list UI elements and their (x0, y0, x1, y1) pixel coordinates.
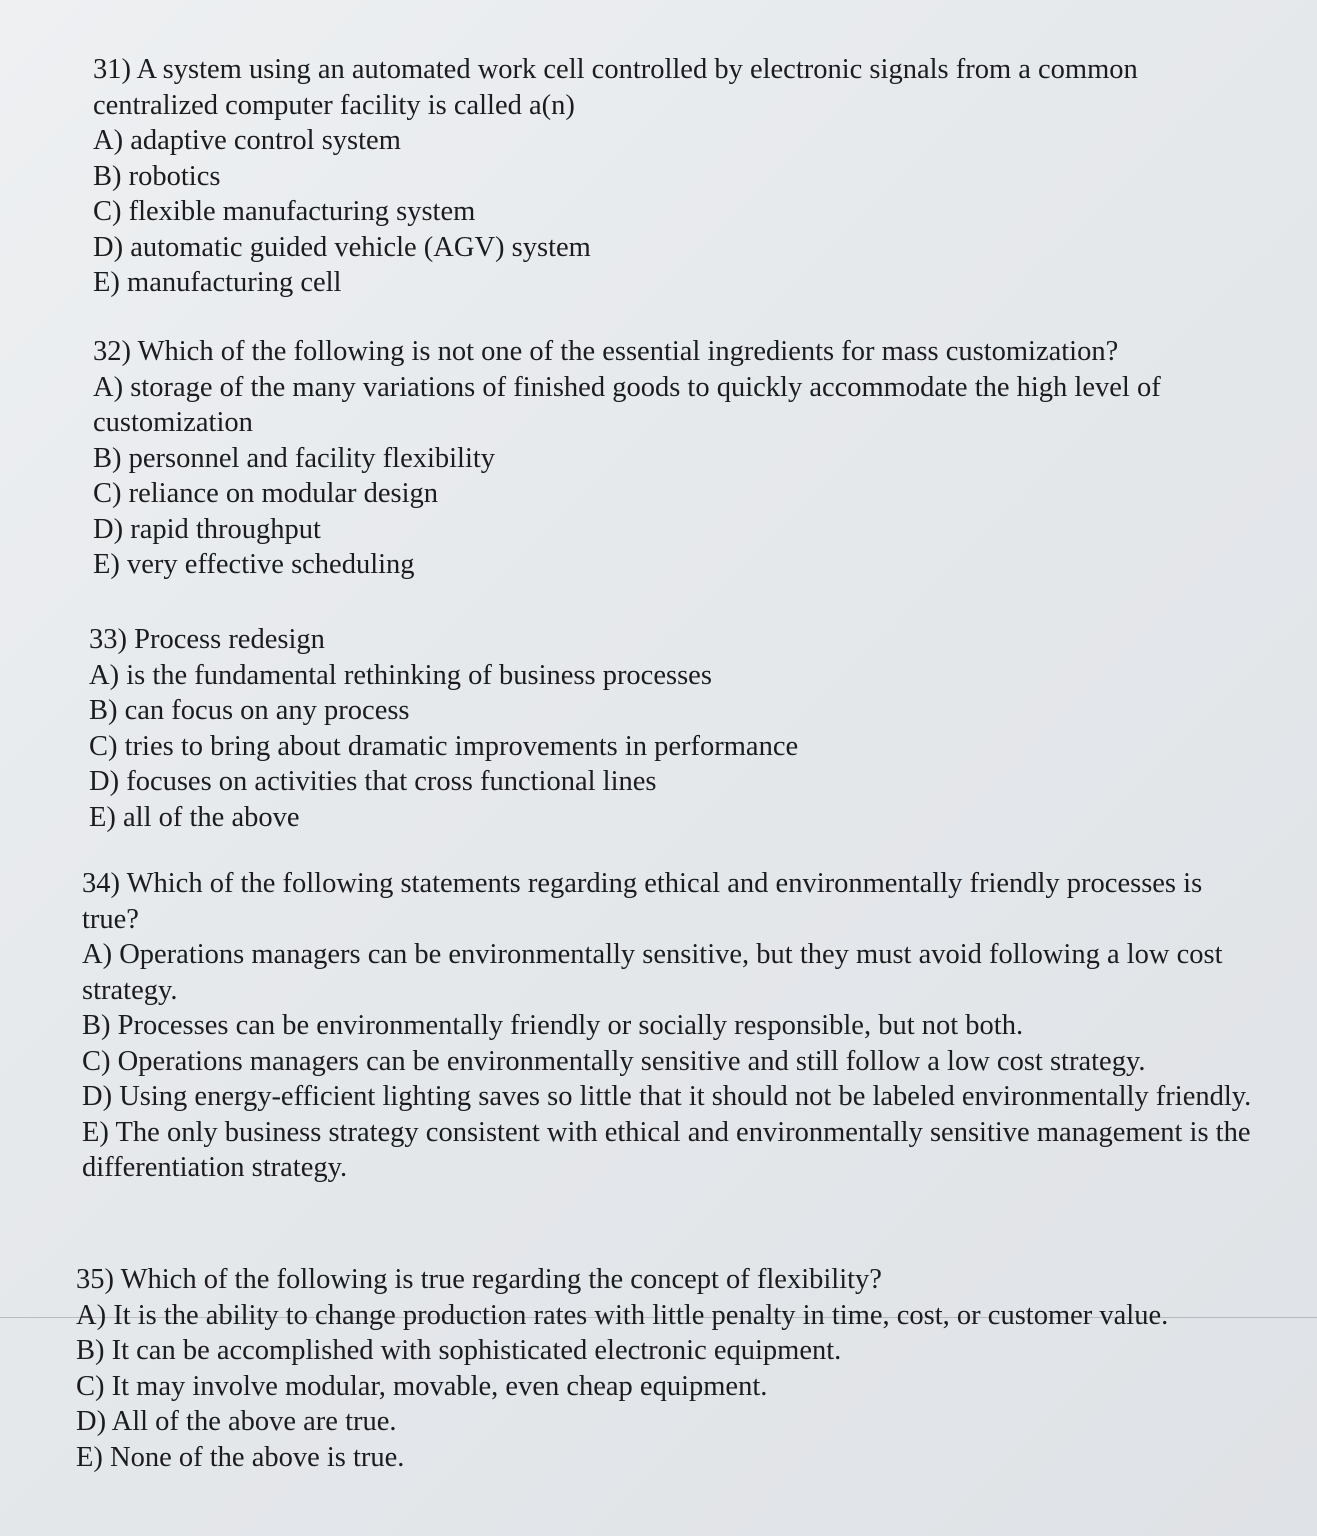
option-d: D) All of the above are true. (76, 1406, 397, 1437)
question-stem: 35) Which of the following is true regarding the concept of flexibility? (76, 1264, 882, 1295)
option-a: A) is the fundamental rethinking of business processes (89, 659, 712, 691)
option-d: D) focuses on activities that cross functional lines (89, 766, 657, 797)
option-c: C) tries to bring about dramatic improvements in performance (89, 730, 799, 762)
question-31 (93, 52, 1203, 301)
option-e: E) None of the above is true. (76, 1441, 405, 1473)
question-stem: 33) Process redesign (89, 624, 325, 655)
question-stem: 34) Which of the following statements regarding ethical and environmentally friendly processes is true? (82, 868, 1203, 935)
question-stem: 31) A system using an automated work cell controlled by electronic signals from a common centralized computer facility is called a(n) (93, 54, 1138, 121)
option-d: D) Using energy-efficient lighting saves so little that it should not be labeled environmentally friendly. (82, 1081, 1252, 1112)
option-b: B) personnel and facility flexibility (93, 442, 496, 474)
option-d: D) automatic guided vehicle (AGV) system (93, 231, 591, 263)
option-b: B) It can be accomplished with sophisticated electronic equipment. (76, 1335, 842, 1366)
option-b: B) Processes can be environmentally friendly or socially responsible, but not both. (82, 1010, 1024, 1041)
option-a: A) Operations managers can be environmentally sensitive, but they must avoid following a low cost strategy. (82, 939, 1223, 1006)
option-b: B) robotics (93, 160, 221, 192)
option-c: C) Operations managers can be environmentally sensitive and still follow a low cost strategy. (82, 1045, 1146, 1077)
option-b: B) can focus on any process (89, 695, 410, 726)
option-c: C) reliance on modular design (93, 478, 439, 509)
option-a: A) storage of the many variations of finished goods to quickly accommodate the high level of customization (93, 371, 1161, 438)
option-c: C) flexible manufacturing system (93, 196, 476, 227)
question-34 (82, 866, 1252, 1186)
option-e: E) very effective scheduling (93, 549, 415, 580)
option-a: A) adaptive control system (93, 125, 401, 156)
question-32 (93, 334, 1228, 583)
option-d: D) rapid throughput (93, 513, 321, 545)
question-35 (76, 1262, 1276, 1475)
option-e: E) manufacturing cell (93, 267, 342, 298)
option-c: C) It may involve modular, movable, even cheap equipment. (76, 1370, 768, 1402)
option-e: E) The only business strategy consistent with ethical and environmentally sensitive management is the differentiation strategy. (82, 1116, 1251, 1183)
option-a: A) It is the ability to change production rates with little penalty in time, cost, or customer value. (76, 1299, 1169, 1331)
question-33 (89, 622, 1239, 835)
option-e: E) all of the above (89, 801, 300, 833)
question-stem: 32) Which of the following is not one of the essential ingredients for mass customization? (93, 336, 1119, 367)
